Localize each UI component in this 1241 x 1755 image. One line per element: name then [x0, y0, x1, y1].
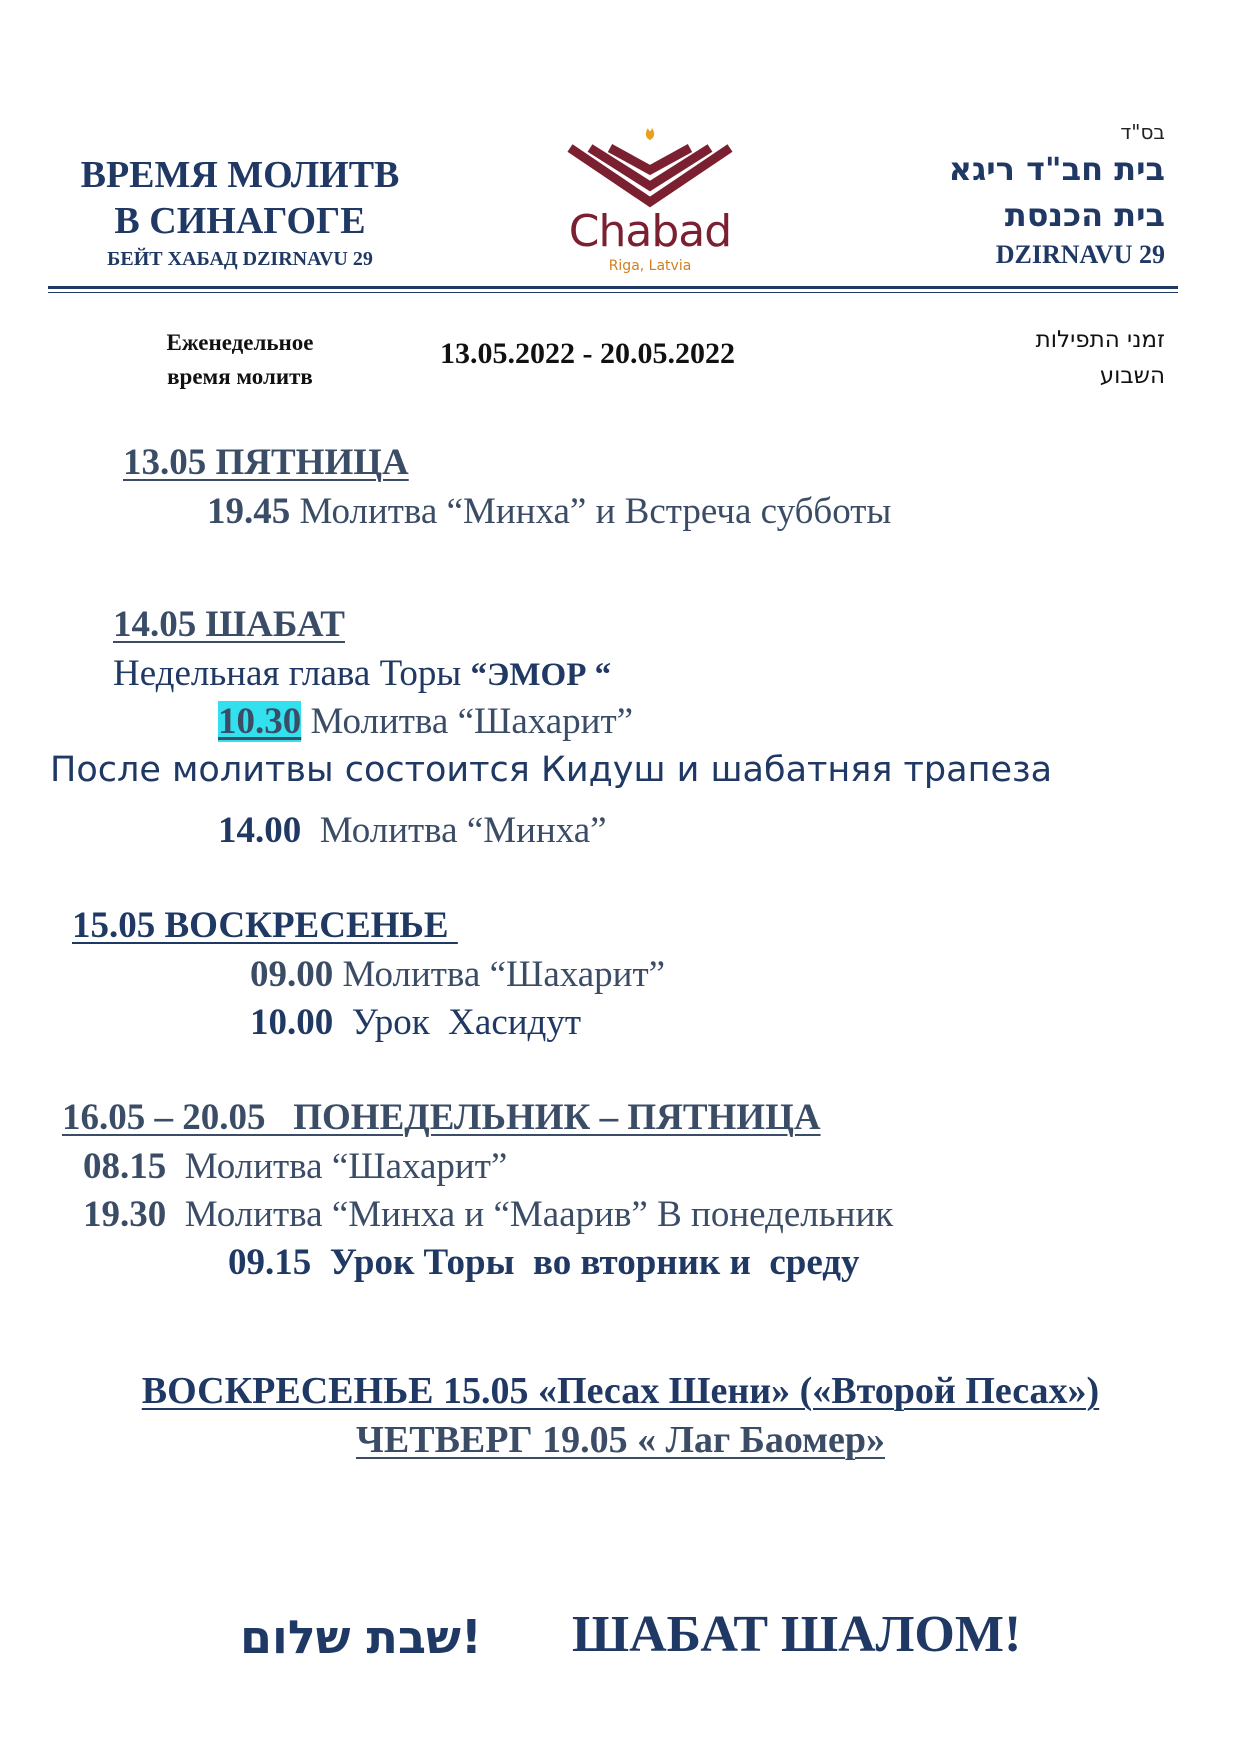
sunday-heading: 15.05 ВОСКРЕСЕНЬЕ	[72, 905, 458, 946]
footer-hebrew-text: !שבת שלום	[240, 1610, 482, 1664]
sunday-shacharit-time: 09.00	[250, 954, 334, 995]
header-title-line2: В СИНАГОГЕ	[114, 200, 366, 242]
header-hebrew-line1: בית חב"ד ריגא	[948, 150, 1165, 188]
sunday-chassidut-line	[250, 1001, 581, 1044]
friday-heading: 13.05 ПЯТНИЦА	[123, 442, 409, 483]
kiddush-line: После молитвы состоится Кидуш и шабатняя трапеза	[50, 750, 1053, 790]
header-hebrew-block	[949, 118, 1165, 272]
week-dates: 13.05.2022 - 20.05.2022	[440, 337, 735, 370]
parasha-name: “ЭМОР “	[470, 657, 612, 693]
weekly-label-hebrew	[1036, 322, 1165, 394]
sunday-chassidut-text: Урок Хасидут	[333, 1002, 582, 1043]
shabbat-shacharit-time: 10.30	[218, 701, 302, 742]
menorah-icon	[560, 124, 740, 214]
footer-russian: ШАБАТ ШАЛОМ!	[572, 1606, 1022, 1663]
parasha-text: Недельная глава Торы	[113, 653, 471, 694]
weekly-label-hebrew-line1: זמני התפילות	[1035, 327, 1165, 353]
sunday-chassidut-time: 10.00	[250, 1002, 334, 1043]
weekly-label-line2: время молитв	[167, 364, 313, 389]
pesach-sheni-line: ВОСКРЕСЕНЬЕ 15.05 «Песах Шени» («Второй Песах»)	[141, 1370, 1100, 1412]
footer-hebrew	[240, 1610, 482, 1664]
logo-wordmark: Chabad	[568, 206, 732, 257]
lag-baomer-line: ЧЕТВЕРГ 19.05 « Лаг Баомер»	[355, 1419, 885, 1461]
weekdays-shacharit-text: Молитва “Шахарит”	[166, 1146, 508, 1187]
shabbat-mincha-time: 14.00	[218, 810, 302, 851]
torah-lesson-line: 09.15 Урок Торы во вторник и среду	[228, 1242, 860, 1283]
bsd-mark: בס"ד	[1120, 120, 1165, 144]
weekly-label	[110, 326, 370, 394]
header-divider-thin	[48, 292, 1178, 293]
weekdays-mincha-line	[83, 1193, 893, 1236]
header-title-block	[50, 152, 430, 272]
weekdays-heading: 16.05 – 20.05 ПОНЕДЕЛЬНИК – ПЯТНИЦА	[62, 1097, 821, 1138]
chabad-logo	[560, 124, 740, 274]
sunday-shacharit-text: Молитва “Шахарит”	[333, 954, 666, 995]
weekly-label-line1: Еженедельное	[166, 330, 314, 355]
shabbat-shacharit-text: Молитва “Шахарит”	[301, 701, 634, 742]
sunday-shacharit-line	[250, 953, 665, 996]
header-address-ru: БЕЙТ ХАБАД DZIRNAVU 29	[107, 248, 373, 270]
header-title-line1: ВРЕМЯ МОЛИТВ	[80, 154, 400, 196]
friday-time: 19.45	[207, 491, 291, 532]
header-divider	[48, 286, 1178, 289]
shabbat-heading: 14.05 ШАБАТ	[113, 604, 345, 645]
header-address-lat: DZIRNAVU 29	[995, 240, 1165, 269]
weekdays-mincha-time: 19.30	[83, 1194, 167, 1235]
logo-subtitle: Riga, Latvia	[608, 258, 692, 274]
weekly-label-hebrew-line2: השבוע	[1099, 363, 1165, 389]
shabbat-mincha-text: Молитва “Минха”	[301, 810, 607, 851]
shabbat-mincha-line	[218, 809, 607, 852]
shabbat-shacharit-line	[218, 700, 633, 743]
header-hebrew-line2: בית הכנסת	[1004, 196, 1165, 234]
friday-line	[207, 490, 891, 533]
weekdays-mincha-text: Молитва “Минха и “Маарив” В понедельник	[166, 1194, 894, 1235]
parasha-line	[113, 652, 611, 695]
friday-text: Молитва “Минха” и Встреча субботы	[290, 491, 892, 532]
weekdays-shacharit-time: 08.15	[83, 1146, 167, 1187]
weekdays-shacharit-line	[83, 1145, 507, 1188]
